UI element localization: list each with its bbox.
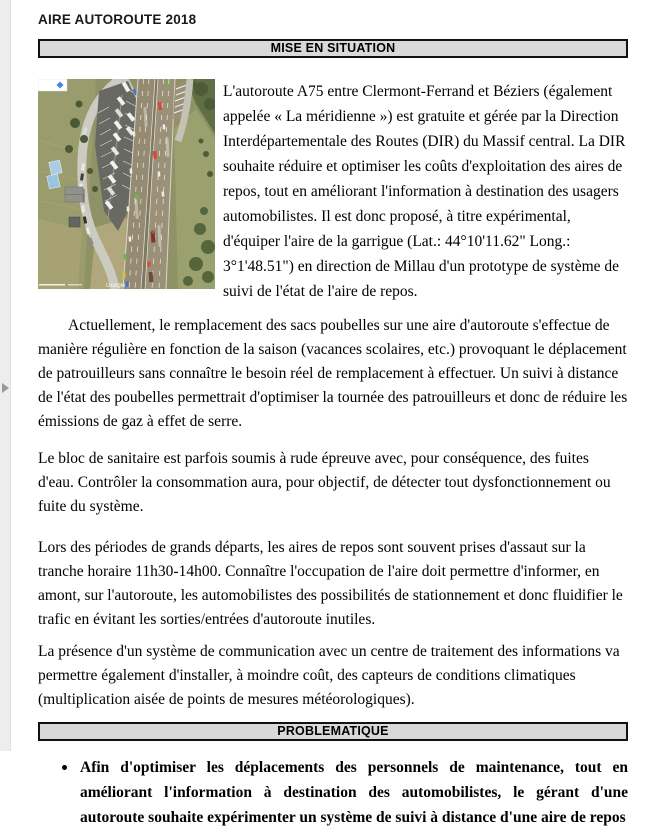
paragraph-poubelles: Actuellement, le remplacement des sacs poubelles sur une aire d'autoroute s'effectue de manière régulière en fonction de la saison (vacances scolaires, etc.) provoquant le déplacement de patrouilleurs sans connaître le besoin réel de remplacement à effectuer. Un suivi à distance de l'état des poubelles permettrait d'optimiser la tournée des patrouilleurs et donc de réduire les émissions de gaz à effet de serre. [38,317,628,430]
paragraph-autoroute-intro: L'autoroute A75 entre Clermont-Ferrand et Béziers (également appelée « La méridienne ») est gratuite et gérée par la Direction Interdépartementale des Routes (DIR) du Massif central. La DIR souhaite réduire et optimiser les coûts d'exploitation des aires de repos, tout en améliorant l'information à destination des usagers automobilistes. Il est donc proposé, à titre expérimental, d'équiper l'aire de la garrigue (Lat.: 44°10'11.62" Long.: 3°1'48.51") en direction de Millau d'un prototype de système de suivi de l'état de l'aire de repos. [223,83,626,300]
satellite-map-figure[interactable] [38,79,215,289]
document-title: AIRE AUTOROUTE 2018 [38,12,197,27]
section-header-mise-en-situation: MISE EN SITUATION [38,39,628,58]
paragraph-grands-departs: Lors des périodes de grands départs, les aires de repos sont souvent prises d'assaut sur la tranche horaire 11h30-14h00. Connaître l'occupation de l'aire doit permettre d'informer, en amont, sur l'autoroute, les automobilistes des possibilités de stationnement et donc fluidifier le trafic en évitant les sorties/entrées d'autoroute inutiles. [38,539,623,628]
google-watermark: Google [106,283,126,289]
paragraph-capteurs: La présence d'un système de communication avec un centre de traitement des informations va permettre également d'installer, à moindre coût, des capteurs de conditions climatiques (multiplication aisée de points de mesures météorologiques). [38,643,620,708]
satellite-map-image [38,79,215,289]
bullet-icon [62,765,67,770]
list-item [62,755,628,830]
paragraph-sanitaire: Le bloc de sanitaire est parfois soumis à rude épreuve avec, pour conséquence, des fuites d'eau. Contrôler la consommation aura, pour objectif, de détecter tout dysfonctionnement ou fuite du système. [38,450,611,515]
section-body-mise-en-situation [38,79,628,722]
document-page [10,0,664,826]
map-scale-bar [39,284,82,286]
map-navigation-control [38,79,67,91]
list-item-text: Afin d'optimiser les déplacements des personnels de maintenance, tout en améliorant l'information à destination des automobilistes, le gérant d'une autoroute souhaite expérimenter un système de suivi à distance d'une aire de repos [80,759,628,826]
margin-arrow-icon[interactable] [2,383,9,393]
section-header-problematique: PROBLEMATIQUE [38,722,628,741]
problematique-list [38,755,628,830]
